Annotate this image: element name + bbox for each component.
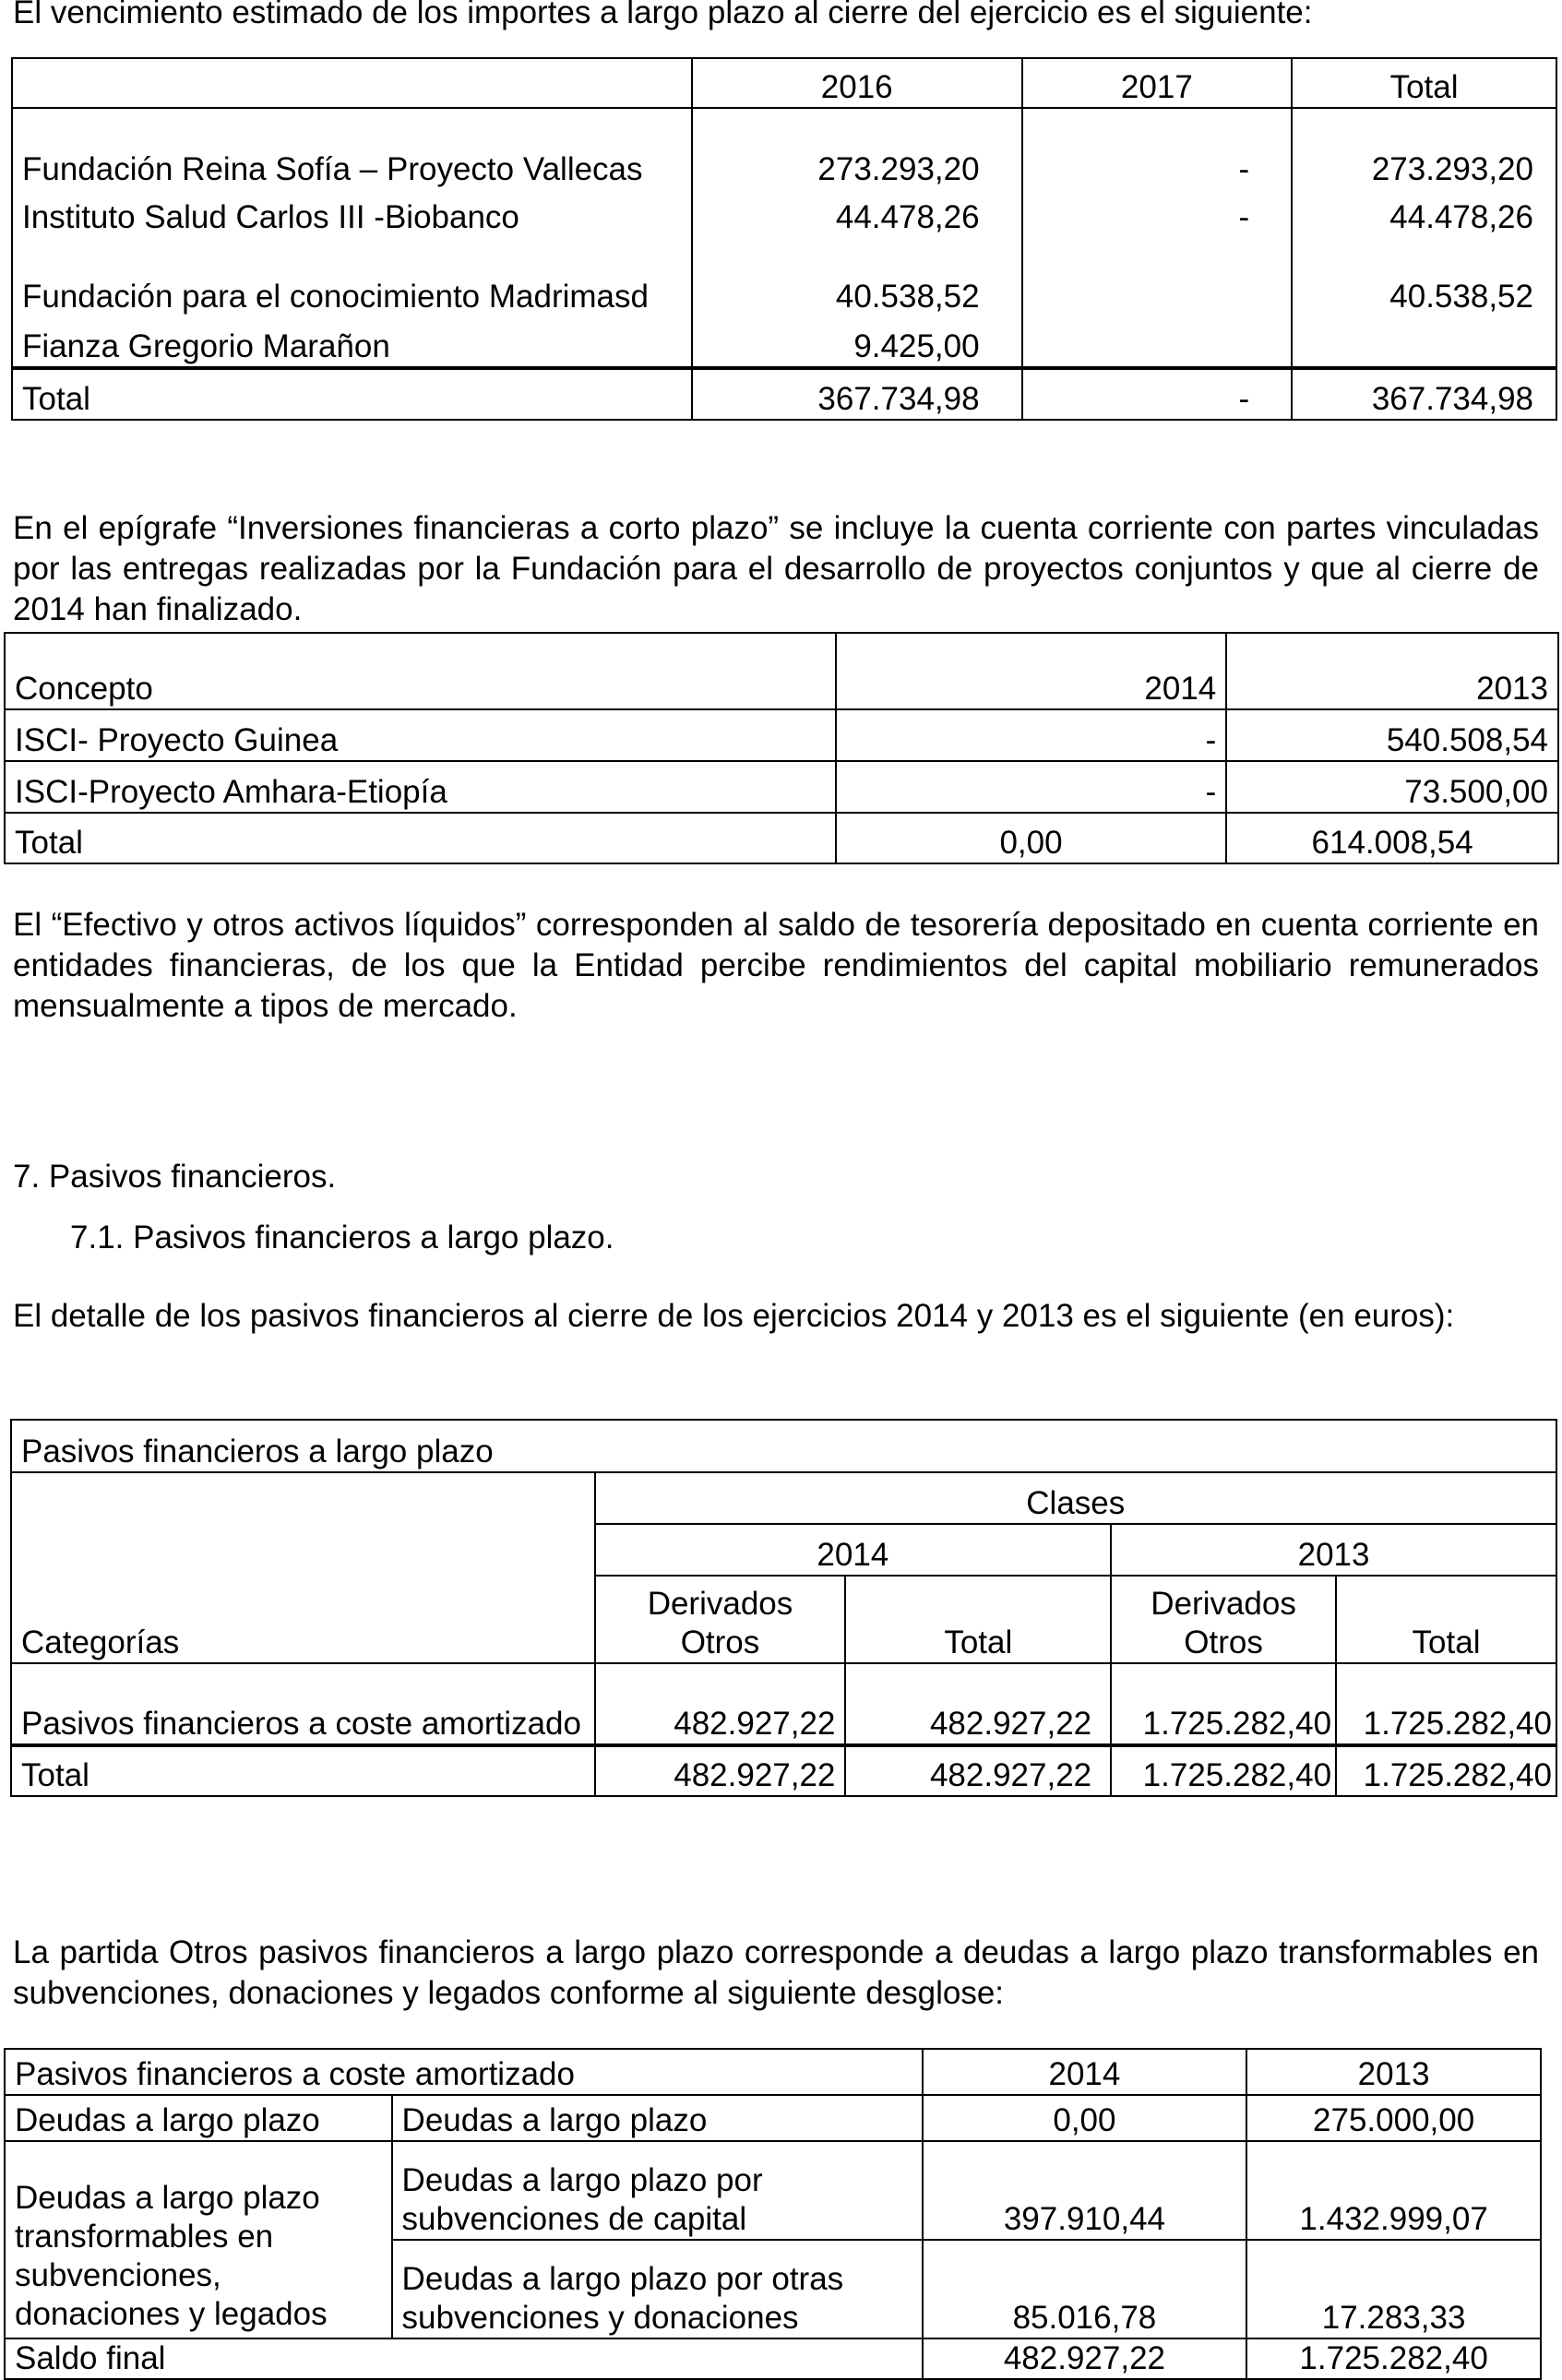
table-title: Pasivos financieros a largo plazo — [11, 1420, 1556, 1472]
table-cell: 540.508,54 — [1226, 709, 1558, 761]
section-heading: 7. Pasivos financieros. — [13, 1159, 337, 1195]
row-label: Fundación Reina Sofía – Proyecto Vallecas — [12, 108, 692, 189]
table-row — [5, 2095, 1541, 2141]
row-label: Fianza Gregorio Marañon — [12, 316, 692, 368]
table-header: 2013 — [1246, 2049, 1541, 2095]
table-cell — [1022, 316, 1293, 368]
maturity-table — [11, 57, 1557, 421]
table-header-row — [11, 1472, 1556, 1524]
total-row — [5, 813, 1558, 863]
total-cell: 367.734,98 — [1292, 368, 1556, 420]
table-header-row — [5, 633, 1558, 709]
table-header-row — [5, 2049, 1541, 2095]
table-cell: - — [836, 709, 1226, 761]
table-cell: 0,00 — [923, 2095, 1247, 2141]
total-header: Total — [1336, 1576, 1556, 1663]
table-title-row — [11, 1420, 1556, 1472]
table-cell: 482.927,22 — [595, 1663, 846, 1745]
short-term-investments-table — [4, 632, 1559, 864]
table-cell: 1.725.282,40 — [1111, 1663, 1336, 1745]
table-header: 2017 — [1022, 58, 1293, 108]
table-row — [11, 1663, 1556, 1745]
table-cell: 44.478,26 — [1292, 189, 1556, 237]
table-cell: 9.425,00 — [692, 316, 1022, 368]
row-label: Fundación para el conocimiento Madrimasd — [12, 237, 692, 316]
table-header-row — [12, 58, 1556, 108]
table-cell: 85.016,78 — [923, 2240, 1247, 2338]
total-cell: 1.725.282,40 — [1111, 1745, 1336, 1796]
total-cell: 482.927,22 — [845, 1745, 1111, 1796]
table-header: Total — [1292, 58, 1556, 108]
table-header: 2016 — [692, 58, 1022, 108]
total-cell: - — [1022, 368, 1293, 420]
table-cell: 1.432.999,07 — [1246, 2141, 1541, 2240]
row-label: Deudas a largo plazo — [392, 2095, 923, 2141]
paragraph-efectivo: El “Efectivo y otros activos líquidos” corresponden al saldo de tesorería depositado en cuenta corriente en entidades financieras, de los que la Entidad percibe rendimientos del capital mobiliario remunerados mensualmente a tipos de mercado. — [13, 907, 1539, 1024]
derivados-header: Derivados Otros — [1111, 1576, 1336, 1663]
table-cell: 273.293,20 — [1292, 108, 1556, 189]
row-label: ISCI-Proyecto Amhara-Etiopía — [5, 761, 836, 813]
row-label: Deudas a largo plazo por otras subvenciones y donaciones — [392, 2240, 923, 2338]
clases-header: Clases — [595, 1472, 1556, 1524]
table-cell: - — [836, 761, 1226, 813]
total-cell: 482.927,22 — [923, 2338, 1247, 2379]
total-cell: 482.927,22 — [595, 1745, 846, 1796]
row-label: Total — [11, 1745, 595, 1796]
table-cell: 397.910,44 — [923, 2141, 1247, 2240]
total-cell: 1.725.282,40 — [1336, 1745, 1556, 1796]
total-cell: 367.734,98 — [692, 368, 1022, 420]
table-header: 2014 — [836, 633, 1226, 709]
group-label: Deudas a largo plazo transformables en subvenciones, donaciones y legados — [5, 2141, 392, 2338]
total-header: Total — [845, 1576, 1111, 1663]
paragraph-inversiones: En el epígrafe “Inversiones financieras a corto plazo” se incluye la cuenta corriente con partes vinculadas por las entregas realizadas por la Fundación para el desarrollo de proyectos conjuntos y que al cierre de 2014 han finalizado. — [13, 510, 1539, 627]
row-label: Total — [5, 813, 836, 863]
table-cell — [1022, 237, 1293, 316]
long-term-liabilities-table — [10, 1419, 1557, 1797]
paragraph-detalle: El detalle de los pasivos financieros al cierre de los ejercicios 2014 y 2013 es el siguiente (en euros): — [13, 1298, 1455, 1334]
total-cell: 614.008,54 — [1226, 813, 1558, 863]
table-cell: 1.725.282,40 — [1336, 1663, 1556, 1745]
subsection-heading: 7.1. Pasivos financieros a largo plazo. — [70, 1220, 614, 1255]
total-row — [12, 368, 1556, 420]
table-row — [12, 189, 1556, 237]
table-cell: 275.000,00 — [1246, 2095, 1541, 2141]
table-row — [12, 237, 1556, 316]
table-cell: 40.538,52 — [1292, 237, 1556, 316]
total-row — [5, 2338, 1541, 2379]
table-cell: 17.283,33 — [1246, 2240, 1541, 2338]
table-cell: - — [1022, 108, 1293, 189]
total-row — [11, 1745, 1556, 1796]
row-label: Pasivos financieros a coste amortizado — [11, 1663, 595, 1745]
row-label: Instituto Salud Carlos III -Biobanco — [12, 189, 692, 237]
table-row — [12, 316, 1556, 368]
intro-text: El vencimiento estimado de los importes a largo plazo al cierre del ejercicio es el siguiente: — [13, 0, 1313, 30]
year-header: 2014 — [595, 1524, 1112, 1576]
table-cell: - — [1022, 189, 1293, 237]
table-cell: 73.500,00 — [1226, 761, 1558, 813]
table-row — [12, 108, 1556, 189]
table-cell: 44.478,26 — [692, 189, 1022, 237]
table-header: Pasivos financieros a coste amortizado — [5, 2049, 923, 2095]
total-cell: 1.725.282,40 — [1246, 2338, 1541, 2379]
amortized-cost-breakdown-table — [4, 2048, 1542, 2380]
table-cell — [1292, 316, 1556, 368]
categorias-header: Categorías — [11, 1472, 595, 1663]
table-header: 2013 — [1226, 633, 1558, 709]
derivados-header: Derivados Otros — [595, 1576, 846, 1663]
group-label: Deudas a largo plazo — [5, 2095, 392, 2141]
total-cell: 0,00 — [836, 813, 1226, 863]
row-label: Total — [12, 368, 692, 420]
table-header: Concepto — [5, 633, 836, 709]
table-row — [5, 709, 1558, 761]
row-label: Saldo final — [5, 2338, 923, 2379]
table-cell: 273.293,20 — [692, 108, 1022, 189]
table-row — [5, 761, 1558, 813]
table-header: 2014 — [923, 2049, 1247, 2095]
row-label: Deudas a largo plazo por subvenciones de capital — [392, 2141, 923, 2240]
table-header — [12, 58, 692, 108]
table-row — [5, 2141, 1541, 2240]
row-label: ISCI- Proyecto Guinea — [5, 709, 836, 761]
year-header: 2013 — [1111, 1524, 1556, 1576]
paragraph-partida: La partida Otros pasivos financieros a largo plazo corresponde a deudas a largo plazo transformables en subvenciones, donaciones y legados conforme al siguiente desglose: — [13, 1934, 1539, 2011]
table-cell: 40.538,52 — [692, 237, 1022, 316]
table-cell: 482.927,22 — [845, 1663, 1111, 1745]
